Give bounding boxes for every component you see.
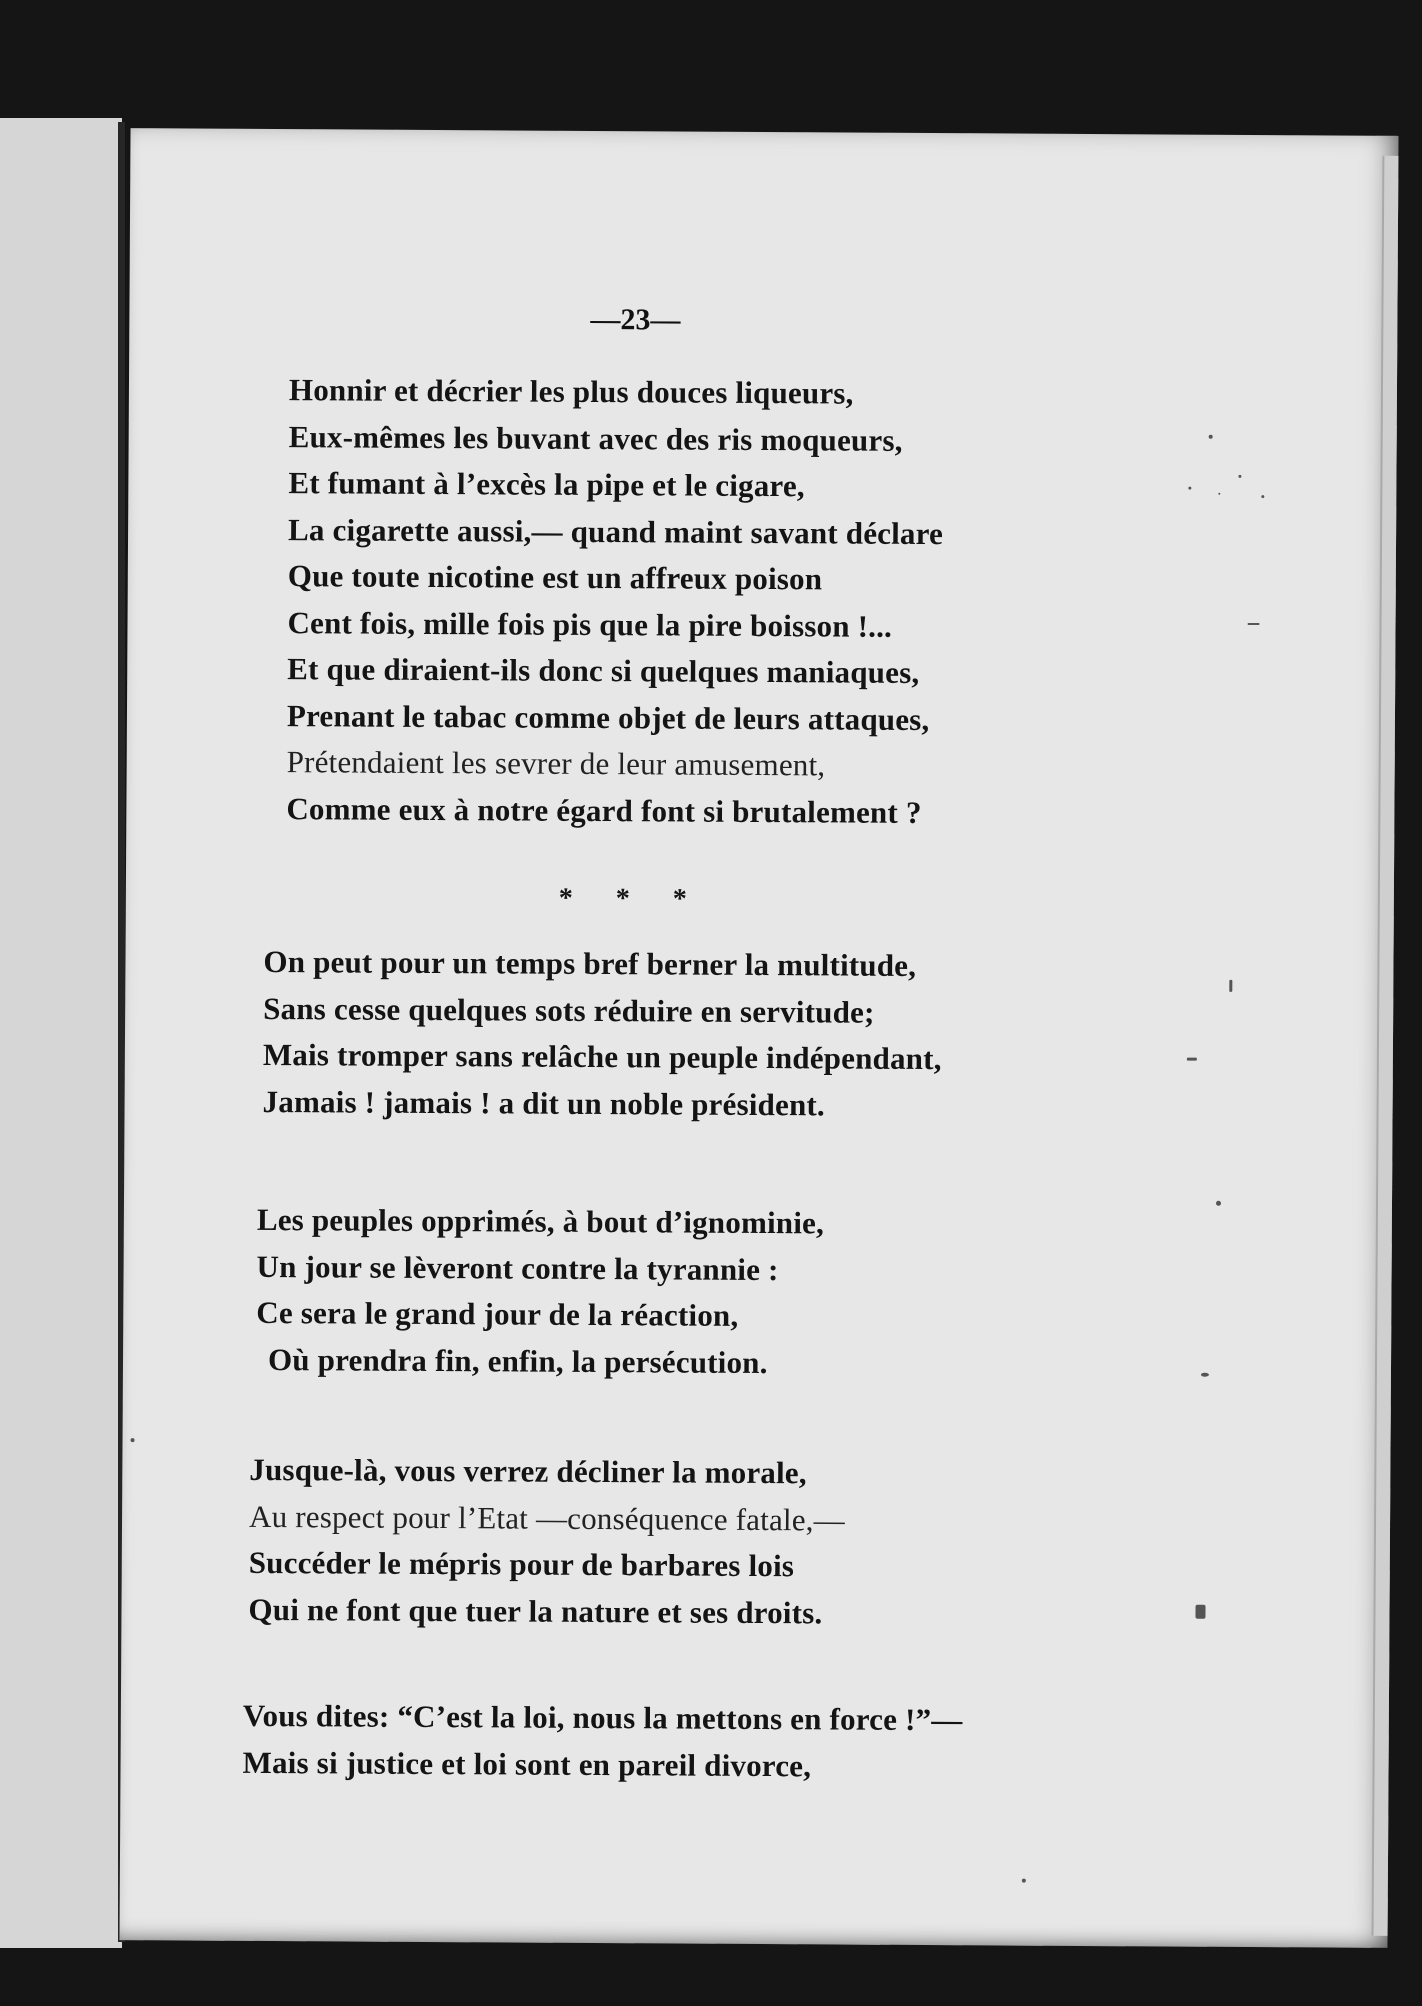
verse-line: Honnir et décrier les plus douces liqueurs, [288, 372, 854, 411]
verse-line: Vous dites: “C’est la loi, nous la mettons en force !”— [242, 1697, 963, 1738]
verse-line: Mais tromper sans relâche un peuple indépendant, [262, 1036, 942, 1077]
paper-speck [1261, 495, 1264, 498]
paper-speck [1238, 475, 1241, 478]
paper-speck [1218, 493, 1220, 495]
paper-speck [1216, 1201, 1221, 1206]
verse-line: Mais si justice et loi sont en pareil divorce, [242, 1744, 812, 1783]
stanza-1 [286, 367, 944, 836]
paper-speck [1209, 435, 1213, 439]
verse-line: Que toute nicotine est un affreux poison [287, 558, 823, 597]
verse-line: Et que diraient-ils donc si quelques maniaques, [287, 651, 920, 690]
paper-speck [1187, 1058, 1197, 1061]
stanza-3 [256, 1197, 824, 1386]
verse-line: Au respect pour l’Etat —conséquence fatale,— [248, 1498, 846, 1538]
paper-speck [1188, 487, 1191, 490]
verse-line: Prenant le tabac comme objet de leurs attaques, [286, 697, 930, 737]
facing-page-edge [0, 118, 122, 1948]
verse-line: On peut pour un temps bref berner la multitude, [263, 943, 917, 983]
paper-speck [1201, 1373, 1209, 1377]
verse-line: Qui ne font que tuer la nature et ses droits. [248, 1591, 823, 1630]
verse-line: Où prendra fin, enfin, la persécution. [267, 1341, 768, 1380]
verse-line: Jusque-là, vous verrez décliner la morale, [249, 1451, 807, 1491]
book-page [119, 128, 1398, 1948]
verse-line: Eux-mêmes les buvant avec des ris moqueurs, [288, 418, 903, 458]
paper-speck [1229, 980, 1232, 992]
verse-line: La cigarette aussi,— quand maint savant déclare [287, 511, 944, 551]
verse-line: Un jour se lèveront contre la tyrannie : [256, 1248, 779, 1287]
section-ornament: * * * [558, 882, 705, 915]
verse-line: Sans cesse quelques sots réduire en servitude; [263, 990, 875, 1030]
stanza-4 [248, 1447, 845, 1637]
verse-line: Et fumant à l’excès la pipe et le cigare, [288, 465, 805, 504]
stanza-2 [262, 939, 942, 1129]
verse-line: Prétendaient les sevrer de leur amusement, [286, 744, 826, 783]
stanza-5 [242, 1693, 962, 1790]
page-fore-edge [1372, 156, 1399, 1936]
verse-line: Succéder le mépris pour de barbares lois [248, 1544, 795, 1584]
paper-speck [1248, 623, 1260, 625]
verse-line: Jamais ! jamais ! a dit un noble président. [262, 1083, 826, 1122]
page-number: —23— [590, 302, 681, 337]
verse-line: Ce sera le grand jour de la réaction, [256, 1294, 739, 1333]
paper-speck [1022, 1879, 1026, 1883]
verse-line: Les peuples opprimés, à bout d’ignominie, [256, 1201, 825, 1241]
paper-speck [131, 1438, 135, 1442]
paper-speck [1195, 1605, 1205, 1619]
verse-line: Comme eux à notre égard font si brutalement ? [286, 790, 922, 830]
verse-line: Cent fois, mille fois pis que la pire boisson !... [287, 604, 893, 644]
